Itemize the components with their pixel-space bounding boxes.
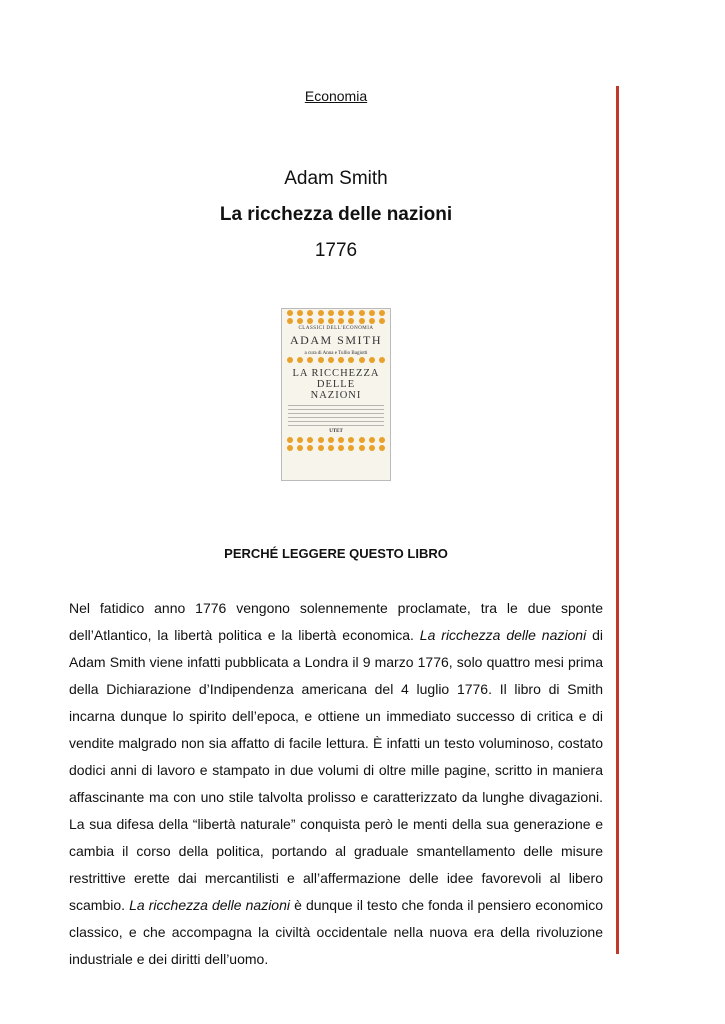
cover-dots-row	[282, 309, 390, 317]
book-author: Adam Smith	[284, 168, 388, 189]
cover-title-line: NAZIONI	[310, 390, 362, 401]
book-title-italic: La ricchezza delle nazioni	[129, 897, 290, 913]
book-title: La ricchezza delle nazioni	[219, 204, 453, 225]
cover-blurb	[288, 405, 384, 427]
cover-dots-row	[282, 356, 390, 364]
body-text-run: Nel fatidico anno 1776 vengono solennemente proclamate, tra le due sponte dell’Atlantico, la libertà politica e la libertà economica.	[69, 600, 603, 643]
body-paragraph	[69, 595, 603, 973]
cover-title-line: DELLE	[316, 379, 356, 390]
book-title-italic: La ricchezza delle nazioni	[419, 627, 587, 643]
cover-dots-row	[282, 436, 390, 444]
cover-series: CLASSICI DELL'ECONOMIA	[298, 326, 374, 331]
body-text-run: è dunque il testo che fonda il pensiero economico classico, e che accompagna la civiltà occidentale nella nuova era della rivoluzione industriale e dei diritti dell’uomo.	[69, 897, 603, 967]
cover-dots-row	[282, 444, 390, 452]
cover-publisher-logo: UTET	[329, 429, 343, 434]
cover-title	[282, 368, 390, 401]
book-cover-image	[281, 308, 391, 481]
cover-title-line: LA RICCHEZZA	[292, 368, 380, 379]
section-heading: PERCHÉ LEGGERE QUESTO LIBRO	[224, 546, 448, 561]
book-year: 1776	[314, 240, 358, 261]
cover-editor: a cura di Anna e Tullio Bagiotti	[304, 351, 368, 356]
cover-author: ADAM SMITH	[289, 333, 382, 347]
category-label: Economia	[304, 88, 368, 104]
cover-dots-row	[282, 317, 390, 325]
body-text-run: di Adam Smith viene infatti pubblicata a Londra il 9 marzo 1776, solo quattro mesi prima della Dichiarazione d’Indipendenza americana del 4 luglio 1776. Il libro di Smith incarna dunque lo spirito dell’epoca, e ottiene un immediato successo di critica e di vendite malgrado non sia affatto di facile lettura. È infatti un testo voluminoso, costato dodici anni di lavoro e stampato in due volumi di oltre mille pagine, scritto in maniera affascinante ma con uno stile talvolta prolisso e caratterizzato da lunghe divagazioni. La sua difesa della “libertà naturale” conquista però le menti della sua generazione e cambia il corso della politica, portando al graduale smantellamento delle misure restrittive erette dai mercantilisti e all’affermazione delle idee favorevoli al libero scambio.	[69, 627, 603, 913]
